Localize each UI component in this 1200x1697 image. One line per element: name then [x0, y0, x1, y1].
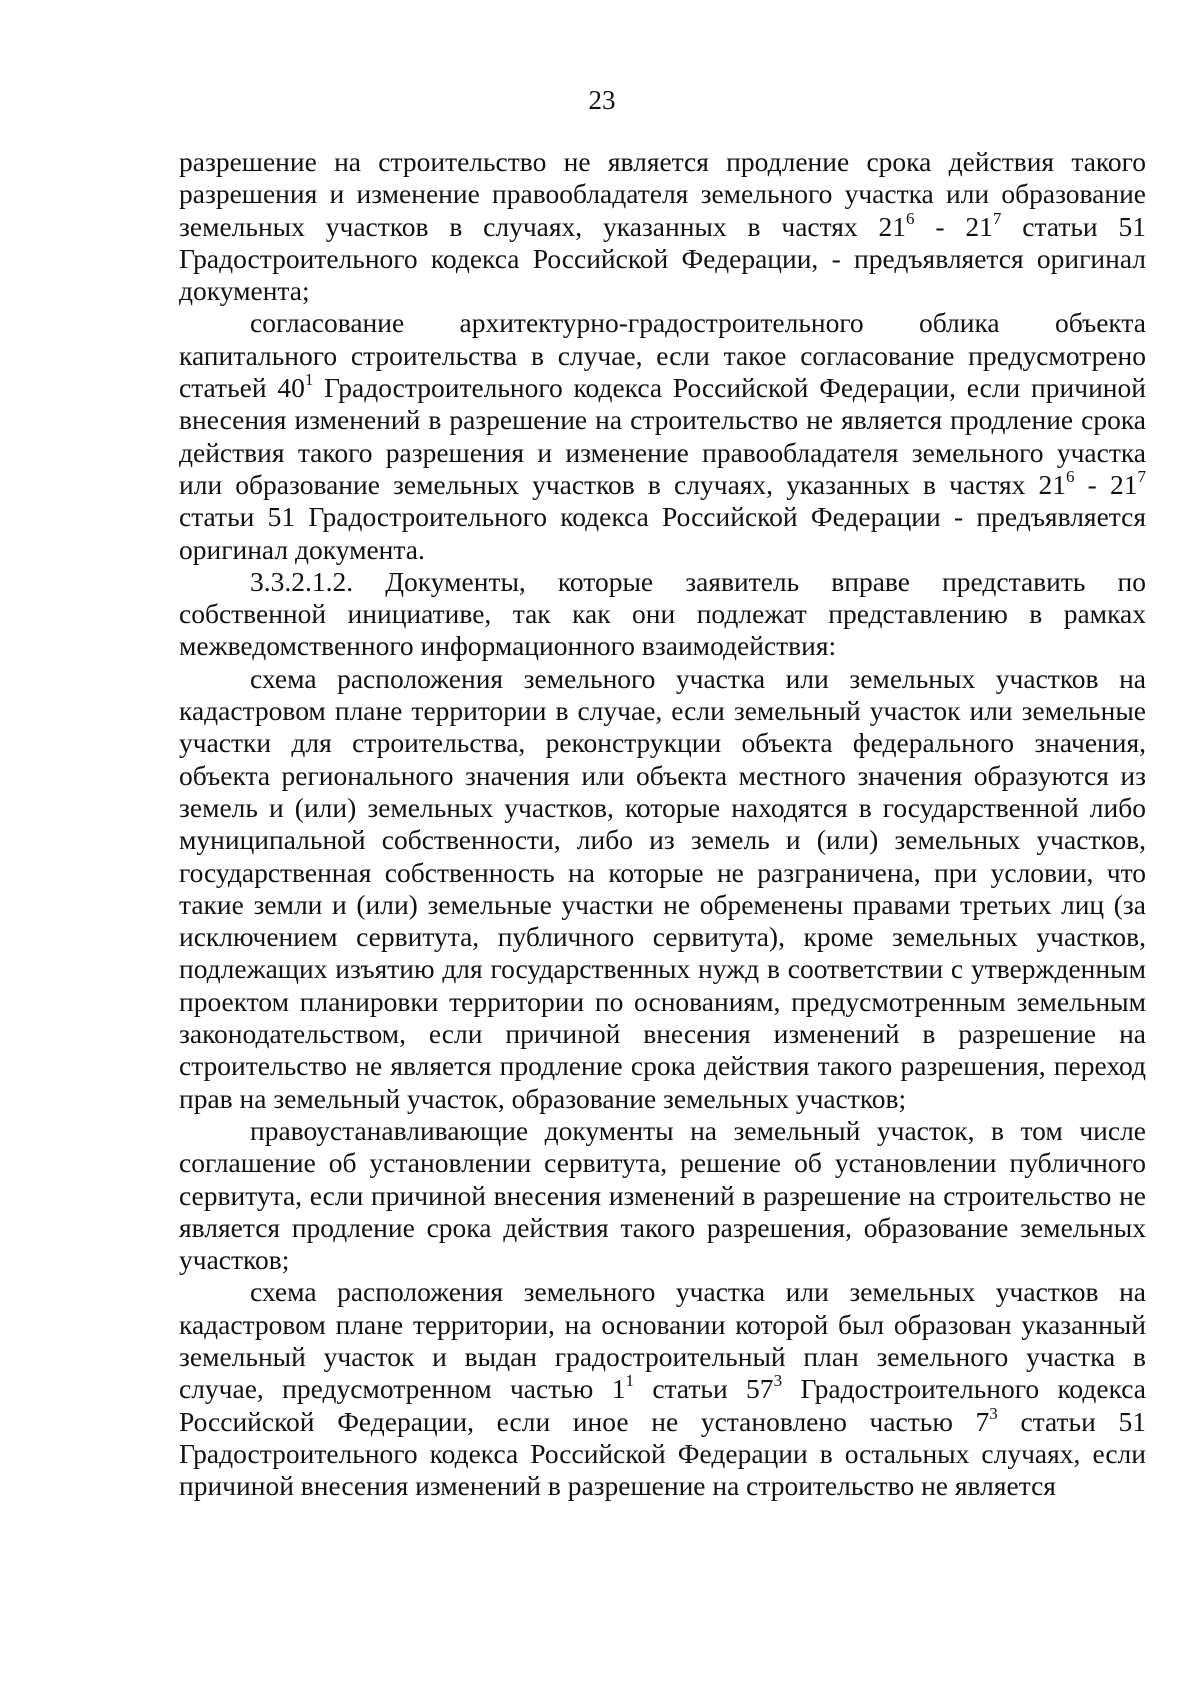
paragraph [179, 146, 1146, 307]
superscript: 7 [992, 208, 1002, 228]
superscript: 7 [1137, 466, 1146, 486]
paragraph [179, 566, 1146, 663]
paragraph-text: разрешение на строительство не является продление срока действия такого разрешения и изменение правообладателя земельного участка или образование земельных участков в случаях, указанных в частях 21 [179, 146, 1146, 242]
document-body [179, 146, 1146, 1502]
paragraph-text: статьи 51 Градостроительного кодекса Российской Федерации - предъявляется оригинал документа. [179, 501, 1146, 565]
paragraph-text: правоустанавливающие документы на земельный участок, в том числе соглашение об установлении сервитута, решение об установлении публичного сервитута, если причиной внесения изменений в разрешение на строительство не является продление срока действия такого разрешения, образование земельных участков; [179, 1114, 1146, 1276]
superscript: 1 [625, 1371, 634, 1391]
superscript: 6 [906, 208, 915, 228]
paragraph-text: согласование архитектурно-градостроительного облика объекта капитального строительства в случае, если такое согласование предусмотрено статьей 40 [179, 307, 1146, 404]
paragraph-text: статьи 57 [633, 1373, 774, 1405]
paragraph-text: Градостроительного кодекса Российской Федерации, если причиной внесения изменений в разрешение на строительство не является продление срока действия такого разрешения и изменение правообладателя земельного участка или образование земельных участков в случаях, указанных в частях 21 [179, 372, 1146, 500]
paragraph-text: Градостроительного кодекса Российской Федерации, если иное не установлено частью 7 [179, 1373, 1146, 1437]
page-number: 23 [588, 85, 616, 115]
paragraph [179, 1276, 1146, 1502]
paragraph-text: статьи 51 Градостроительного кодекса Российской Федерации в остальных случаях, если причиной внесения изменений в разрешение на строительство не является [179, 1405, 1146, 1502]
superscript: 3 [773, 1371, 783, 1391]
paragraph-text: 3.3.2.1.2. Документы, которые заявитель вправе представить по собственной инициативе, так как они подлежат представлению в рамках межведомственного информационного взаимодействия: [179, 565, 1146, 662]
superscript: 1 [304, 370, 314, 390]
superscript: 6 [1066, 466, 1075, 486]
paragraph [179, 307, 1146, 565]
paragraph-text: - 21 [914, 210, 993, 242]
paragraph-text: схема расположения земельного участка или земельных участков на кадастровом плане территории, на основании которой был образован указанный земельный участок и выдан градостроительный план земельного участка в случае, предусмотренном частью 1 [179, 1276, 1146, 1405]
paragraph-text: статьи 51 Градостроительного кодекса Российской Федерации, - предъявляется оригинал документа; [179, 210, 1146, 307]
paragraph [179, 663, 1146, 1115]
paragraph [179, 1115, 1146, 1276]
paragraph-text: - 21 [1074, 468, 1138, 500]
superscript: 3 [989, 1403, 998, 1423]
paragraph-text: схема расположения земельного участка или земельных участков на кадастровом плане территории в случае, если земельный участок или земельные участки для строительства, реконструкции объекта федерального значения, объекта регионального значения или объекта местного значения образуются из земель и (или) земельных участков, которые находятся в государственной либо муниципальной собственности, либо из земель и (или) земельных участков, государственная собственность на которые не разграничена, при условии, что такие земли и (или) земельные участки не обременены правами третьих лиц (за исключением сервитута, публичного сервитута), кроме земельных участков, подлежащих изъятию для государственных нужд в соответствии с утвержденным проектом планировки территории по основаниям, предусмотренным земельным законодательством, если причиной внесения изменений в разрешение на строительство не является продление срока действия такого разрешения, переход прав на земельный участок, образование земельных участков; [179, 662, 1146, 1114]
